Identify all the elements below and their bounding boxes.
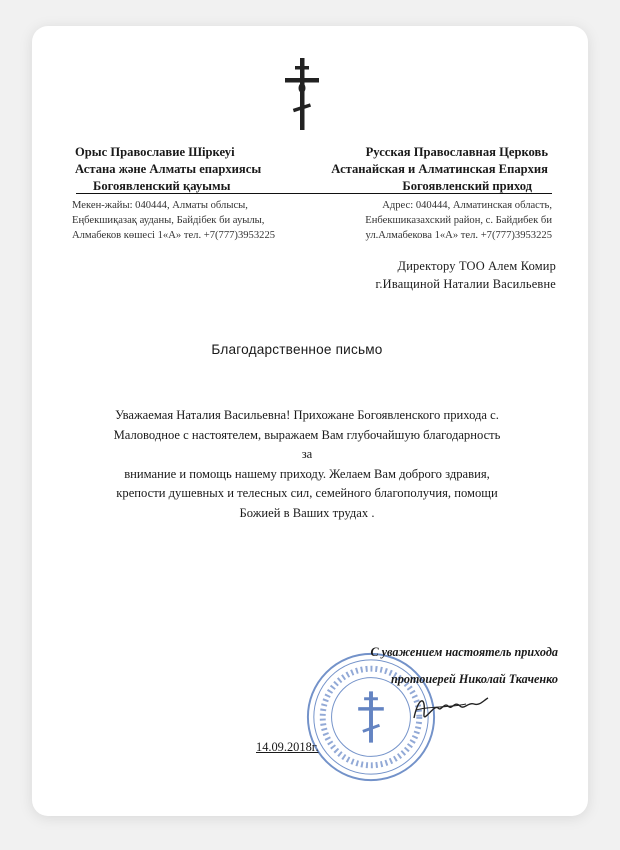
header-divider xyxy=(76,193,552,194)
recipient-block xyxy=(282,257,556,293)
header-right-line3: Богоявленский приход xyxy=(402,179,532,193)
header-left-line2: Астана және Алматы епархиясы xyxy=(75,162,262,176)
address-left xyxy=(72,198,322,243)
address-left-line: Еңбекшиқазақ ауданы, Байдібек би ауылы, xyxy=(72,215,265,226)
document-date: 14.09.2018г. xyxy=(256,740,319,754)
body-line: Маловодное с настоятелем, выражаем Вам глубочайшую благодарность за xyxy=(113,427,501,461)
body-line: Уважаемая Наталия Васильевна! Прихожане Богоявленского прихода с. xyxy=(115,408,499,422)
header-right-line2: Астанайская и Алматинская Епархия xyxy=(331,162,548,176)
address-right-line: Адрес: 040444, Алматинская область, xyxy=(382,200,552,211)
header-left-line1: Орыс Православие Шіркеуі xyxy=(75,145,235,159)
recipient-line2: г.Иващиной Наталии Васильевне xyxy=(375,277,556,291)
handwritten-signature xyxy=(408,684,492,732)
address-right-line: Енбекшиказахский район, с. Байдибек би xyxy=(365,215,552,226)
address-left-line: Алмабеков көшесі 1«А» тел. +7(777)3953225 xyxy=(72,230,276,241)
signatory-name: протоиерей Николай Ткаченко xyxy=(390,672,558,686)
seal-cross-icon xyxy=(358,691,384,742)
document-title: Благодарственное письмо xyxy=(211,342,383,357)
header-right xyxy=(316,144,548,195)
body-line: крепости душевных и телесных сил, семейного благополучия, помощи xyxy=(116,486,498,500)
letter-body xyxy=(112,406,502,523)
recipient-line1: Директору ТОО Алем Комир xyxy=(397,259,556,273)
address-right-line: ул.Алмабекова 1«А» тел. +7(777)3953225 xyxy=(365,230,552,241)
body-line: Божией в Ваших трудах . xyxy=(239,505,375,520)
address-right xyxy=(334,198,552,243)
orthodox-cross-icon xyxy=(282,58,322,130)
header-left-line3: Богоявленский қауымы xyxy=(93,179,231,193)
date-block xyxy=(256,738,319,756)
document-page xyxy=(32,26,588,816)
address-left-line: Мекен-жайы: 040444, Алматы облысы, xyxy=(72,200,248,211)
body-line: внимание и помощь нашему приходу. Желаем Вам доброго здравия, xyxy=(124,466,490,481)
header-right-line1: Русская Православная Церковь xyxy=(365,145,548,159)
header-left xyxy=(75,144,325,195)
closing-line: С уважением настоятель прихода xyxy=(370,645,558,659)
